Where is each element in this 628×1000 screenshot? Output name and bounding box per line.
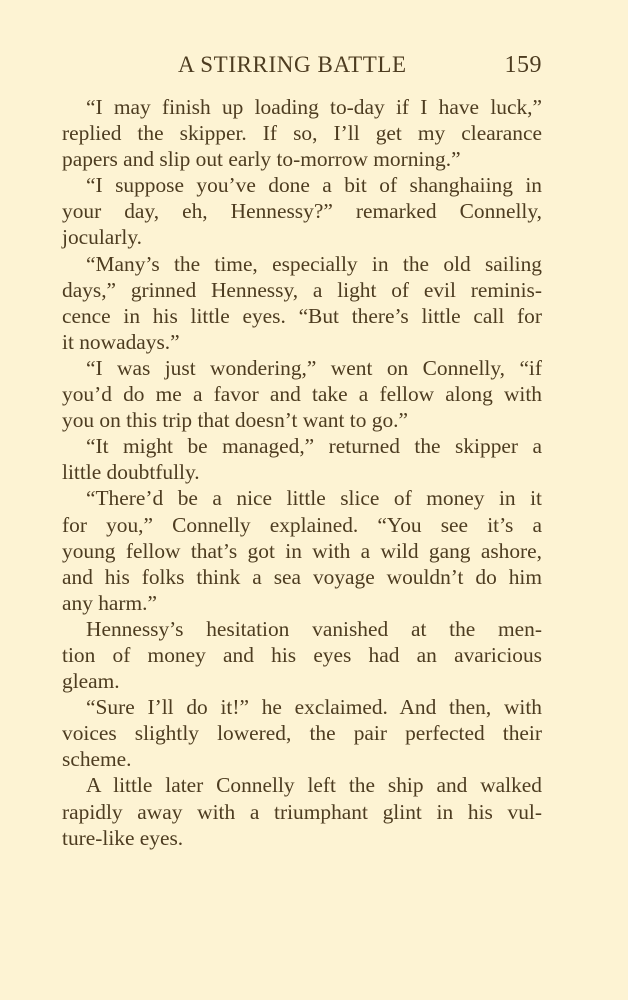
paragraph xyxy=(62,485,542,615)
text-line: “I was just wondering,” went on Connelly, “if xyxy=(86,355,542,380)
body-text xyxy=(62,94,542,851)
paragraph xyxy=(62,433,542,485)
text-line: rapidly away with a triumphant glint in his vul- xyxy=(62,799,542,824)
text-line: “Sure I’ll do it!” he exclaimed. And then, with xyxy=(86,695,542,720)
text-line: it nowadays.” xyxy=(62,329,180,354)
paragraph xyxy=(62,616,542,694)
text-line: days,” grinned Hennessy, a light of evil reminis- xyxy=(62,277,542,302)
text-line: “I suppose you’ve done a bit of shanghaiing in xyxy=(86,173,542,198)
text-line: your day, eh, Hennessy?” remarked Connelly, xyxy=(62,199,542,224)
text-line: little doubtfully. xyxy=(62,460,200,485)
paragraph xyxy=(62,772,542,850)
text-line: jocularly. xyxy=(62,225,142,250)
text-line: for you,” Connelly explained. “You see it’s a xyxy=(62,512,542,537)
text-line: you’d do me a favor and take a fellow along with xyxy=(62,382,542,407)
paragraph xyxy=(62,172,542,250)
running-head xyxy=(62,52,542,84)
running-title: A STIRRING BATTLE xyxy=(178,52,407,77)
text-line: tion of money and his eyes had an avaricious xyxy=(62,642,542,667)
text-line: and his folks think a sea voyage wouldn’t do him xyxy=(62,564,542,589)
text-line: “Many’s the time, especially in the old sailing xyxy=(86,251,542,276)
text-line: papers and slip out early to-morrow morning.” xyxy=(62,147,461,172)
text-line: scheme. xyxy=(62,747,132,772)
text-line: “It might be managed,” returned the skipper a xyxy=(86,434,542,459)
page-number: 159 xyxy=(504,52,542,78)
text-line: A little later Connelly left the ship and walked xyxy=(86,773,542,798)
text-line: young fellow that’s got in with a wild gang ashore, xyxy=(62,538,542,563)
paragraph xyxy=(62,694,542,772)
text-line: replied the skipper. If so, I’ll get my clearance xyxy=(62,121,542,146)
text-line: Hennessy’s hesitation vanished at the men- xyxy=(86,616,542,641)
text-line: you on this trip that doesn’t want to go.” xyxy=(62,408,408,433)
text-line: voices slightly lowered, the pair perfected their xyxy=(62,721,542,746)
text-line: “I may finish up loading to-day if I have luck,” xyxy=(86,95,542,119)
text-line: gleam. xyxy=(62,669,120,694)
text-line: cence in his little eyes. “But there’s little call for xyxy=(62,303,542,328)
text-line: ture-like eyes. xyxy=(62,825,184,850)
paragraph xyxy=(62,251,542,355)
paragraph xyxy=(62,94,542,172)
text-line: “There’d be a nice little slice of money in it xyxy=(86,486,542,511)
paragraph xyxy=(62,355,542,433)
text-line: any harm.” xyxy=(62,590,158,615)
